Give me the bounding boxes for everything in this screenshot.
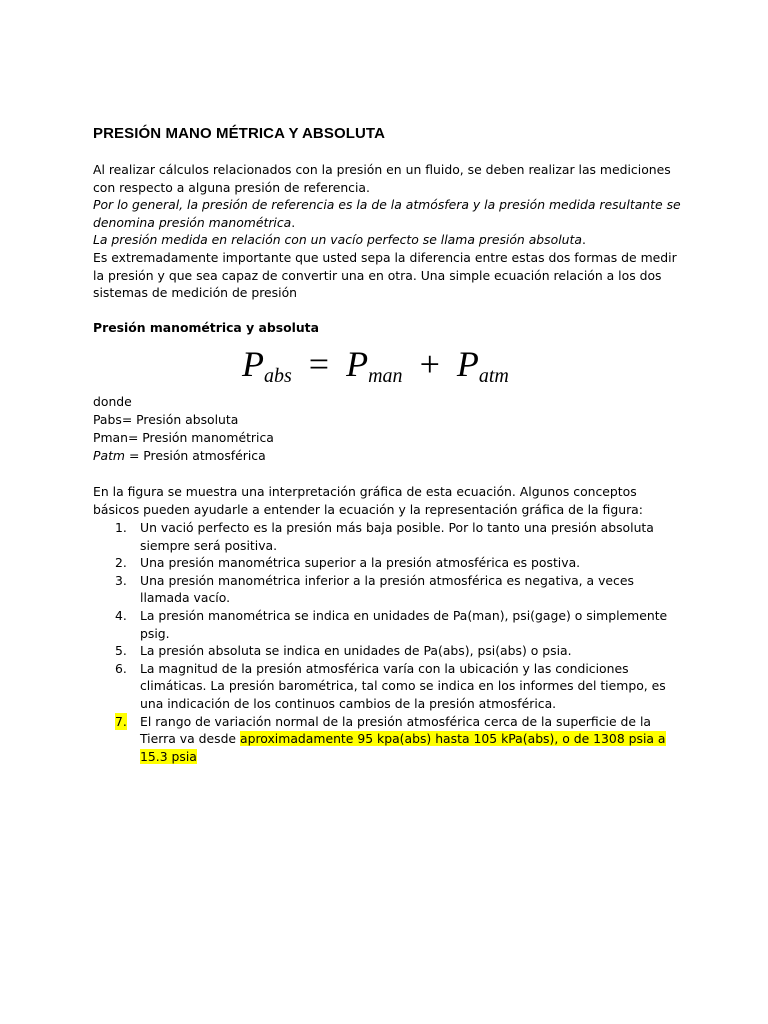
list-number: 3. <box>115 572 127 588</box>
list-text: Una presión manométrica superior a la presión atmosférica es postiva. <box>140 555 581 571</box>
highlighted-range-text: aproximadamente 95 kpa(abs) hasta 105 kPa(abs), o de 1308 psia a 15.3 psia <box>140 731 666 764</box>
formula-p-atm: P <box>456 344 479 384</box>
definition-patm-symbol: Patm <box>93 448 125 463</box>
list-item <box>93 519 683 554</box>
definition-pman: Pman= Presión manométrica <box>93 430 274 445</box>
list-text: La presión absoluta se indica en unidades de Pa(abs), psi(abs) o psia. <box>140 643 572 659</box>
list-text: La magnitud de la presión atmosférica varía con la ubicación y las condiciones climáticas. La presión barométrica, tal como se indica en los informes del tiempo, es una indicación de los continuos cambios de la presión atmosférica. <box>140 660 666 711</box>
list-text: El rango de variación normal de la presión atmosférica cerca de la superficie de la Tierra va desde <box>140 713 651 747</box>
document-title: PRESIÓN MANO MÉTRICA Y ABSOLUTA <box>93 125 386 142</box>
section-heading: Presión manométrica y absoluta <box>93 320 319 335</box>
list-number: 1. <box>115 520 127 535</box>
list-item <box>93 554 683 572</box>
formula-sub-atm: atm <box>478 365 509 387</box>
formula-p-abs: P <box>242 344 264 384</box>
list-item-highlighted <box>93 713 683 766</box>
absolute-pressure-text: La presión medida en relación con un vacío perfecto se llama presión absoluta <box>93 232 582 248</box>
formula-sub-abs: abs <box>264 365 292 387</box>
figure-intro: En la figura se muestra una interpretación gráfica de esta ecuación. Algunos conceptos básicos pueden ayudarle a entender la ecuación y la representación gráfica de la figura: <box>93 484 643 517</box>
gauge-pressure-text: Por lo general, la presión de referencia es la de la atmósfera y la presión medida resultante se denomina presión manométrica <box>93 197 681 230</box>
paragraph-absolute-pressure: La presión medida en relación con un vacío perfecto se llama presión absoluta. <box>93 232 586 248</box>
list-number: 4. <box>115 607 127 623</box>
list-number: 2. <box>115 555 127 571</box>
list-number: 7. <box>115 713 127 729</box>
formula-plus: + <box>419 344 440 384</box>
list-text: Una presión manométrica inferior a la presión atmosférica es negativa, a veces llamada vacío. <box>140 572 634 606</box>
list-number: 6. <box>115 660 127 676</box>
definition-pabs: Pabs= Presión absoluta <box>93 412 239 427</box>
list-item <box>93 607 683 642</box>
paragraph-gauge-pressure: Por lo general, la presión de referencia es la de la atmósfera y la presión medida resultante se denomina presión manométrica. <box>93 197 681 230</box>
list-item <box>93 642 683 660</box>
formula-equals: = <box>308 344 330 384</box>
list-text: La presión manométrica se indica en unidades de Pa(man), psi(gage) o simplemente psig. <box>140 607 668 641</box>
definitions <box>93 393 274 465</box>
concepts-list <box>93 519 683 765</box>
list-text: Un vació perfecto es la presión más baja posible. Por lo tanto una presión absoluta siempre será positiva. <box>140 520 654 553</box>
pressure-formula <box>242 340 509 394</box>
definition-patm-text: = Presión atmosférica <box>125 448 266 463</box>
definition-patm <box>93 447 274 465</box>
list-item <box>93 572 683 607</box>
formula-p-man: P <box>346 344 369 384</box>
paragraph-reference: Al realizar cálculos relacionados con la presión en un fluido, se deben realizar las mediciones con respecto a alguna presión de referencia. <box>93 162 671 195</box>
intro-paragraphs <box>93 161 683 302</box>
list-number: 5. <box>115 643 127 659</box>
formula-sub-man: man <box>368 365 403 387</box>
definitions-donde: donde <box>93 394 132 409</box>
paragraph-importance: Es extremadamente importante que usted sepa la diferencia entre estas dos formas de medir la presión y que sea capaz de convertir una en otra. Una simple ecuación relación a los dos sistemas de medición de presión <box>93 249 677 301</box>
list-item <box>93 660 683 713</box>
